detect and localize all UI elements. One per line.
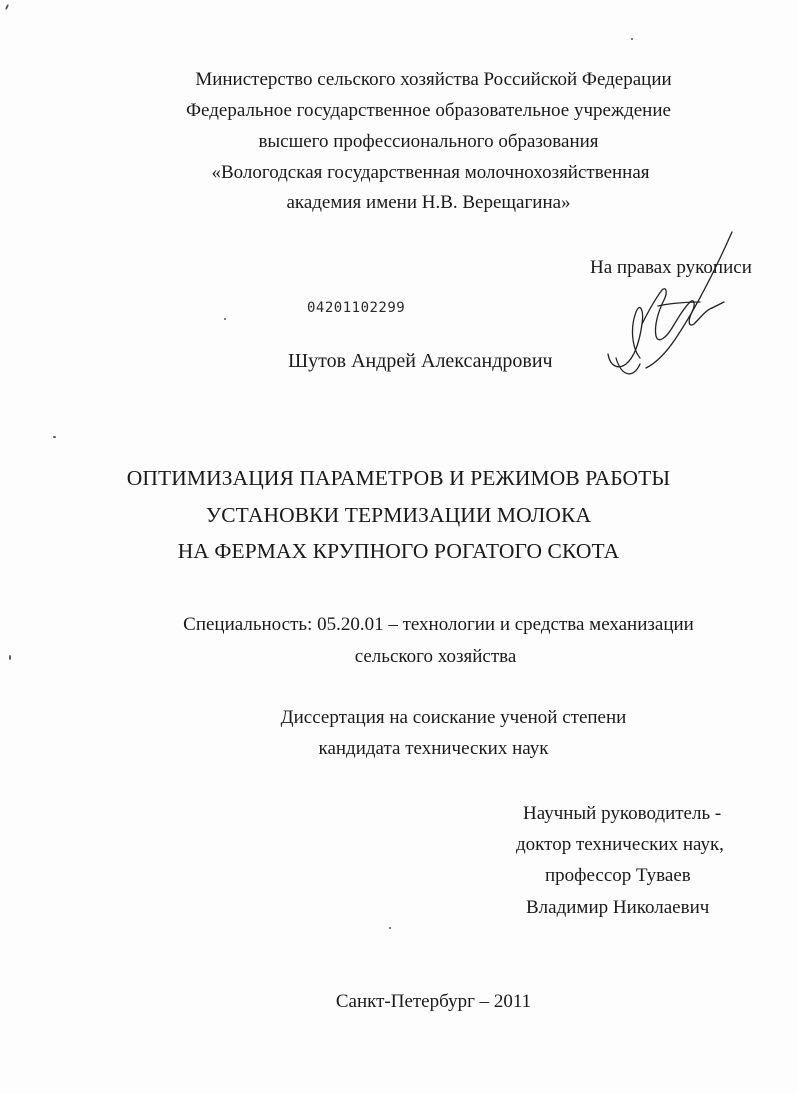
institution-line-federal bbox=[0, 99, 797, 123]
dissertation-title-line-2 bbox=[0, 503, 797, 527]
scan-speck bbox=[389, 927, 391, 929]
supervisor-title-surname: профессор Туваев bbox=[545, 865, 691, 886]
institution-federal-text: Федеральное государственное образовательное учреждение bbox=[186, 100, 671, 121]
institution-line-ministry bbox=[0, 68, 797, 92]
degree-line-2 bbox=[0, 737, 797, 761]
degree-text-2: кандидата технических наук bbox=[318, 738, 549, 759]
dissertation-title-text-3: НА ФЕРМАХ КРУПНОГО РОГАТОГО СКОТА bbox=[177, 539, 620, 563]
supervisor-given-names: Владимир Николаевич bbox=[526, 897, 710, 918]
place-and-year bbox=[0, 990, 797, 1014]
institution-academy-honorific-text: академия имени Н.В. Верещагина» bbox=[286, 192, 571, 213]
institution-line-higher-education bbox=[0, 130, 797, 154]
author-name: Шутов Андрей Александрович bbox=[288, 350, 553, 372]
dissertation-title-line-3 bbox=[0, 539, 797, 563]
institution-ministry-text: Министерство сельского хозяйства Российской Федерации bbox=[195, 69, 672, 90]
scan-speck bbox=[631, 38, 633, 40]
scan-speck bbox=[224, 318, 226, 320]
manuscript-rights-note: На правах рукописи bbox=[590, 257, 752, 278]
dissertation-title-text-1: ОПТИМИЗАЦИЯ ПАРАМЕТРОВ И РЕЖИМОВ РАБОТЫ bbox=[126, 466, 671, 490]
institution-academy-name-text: «Вологодская государственная молочнохозяйственная bbox=[211, 162, 650, 183]
registration-number: 04201102299 bbox=[307, 300, 406, 316]
handwritten-signature bbox=[596, 228, 736, 378]
place-and-year-text: Санкт-Петербург – 2011 bbox=[335, 991, 532, 1012]
degree-line-1 bbox=[0, 706, 797, 730]
specialty-line-1 bbox=[0, 613, 797, 637]
scan-speck bbox=[53, 436, 56, 438]
dissertation-title-line-1 bbox=[0, 466, 797, 490]
supervisor-role: Научный руководитель - bbox=[523, 803, 722, 824]
institution-higher-education-text: высшего профессионального образования bbox=[258, 131, 599, 152]
dissertation-title-text-2: УСТАНОВКИ ТЕРМИЗАЦИИ МОЛОКА bbox=[205, 503, 592, 527]
institution-line-academy-name bbox=[0, 161, 797, 185]
institution-line-academy-honorific bbox=[0, 191, 797, 215]
specialty-text-1: Специальность: 05.20.01 – технологии и средства механизации bbox=[183, 614, 694, 635]
degree-text-1: Диссертация на соискание ученой степени bbox=[280, 707, 627, 728]
supervisor-degree: доктор технических наук, bbox=[516, 834, 724, 855]
scan-speck bbox=[5, 4, 9, 10]
specialty-text-2: сельского хозяйства bbox=[354, 646, 517, 667]
specialty-line-2 bbox=[0, 645, 797, 669]
